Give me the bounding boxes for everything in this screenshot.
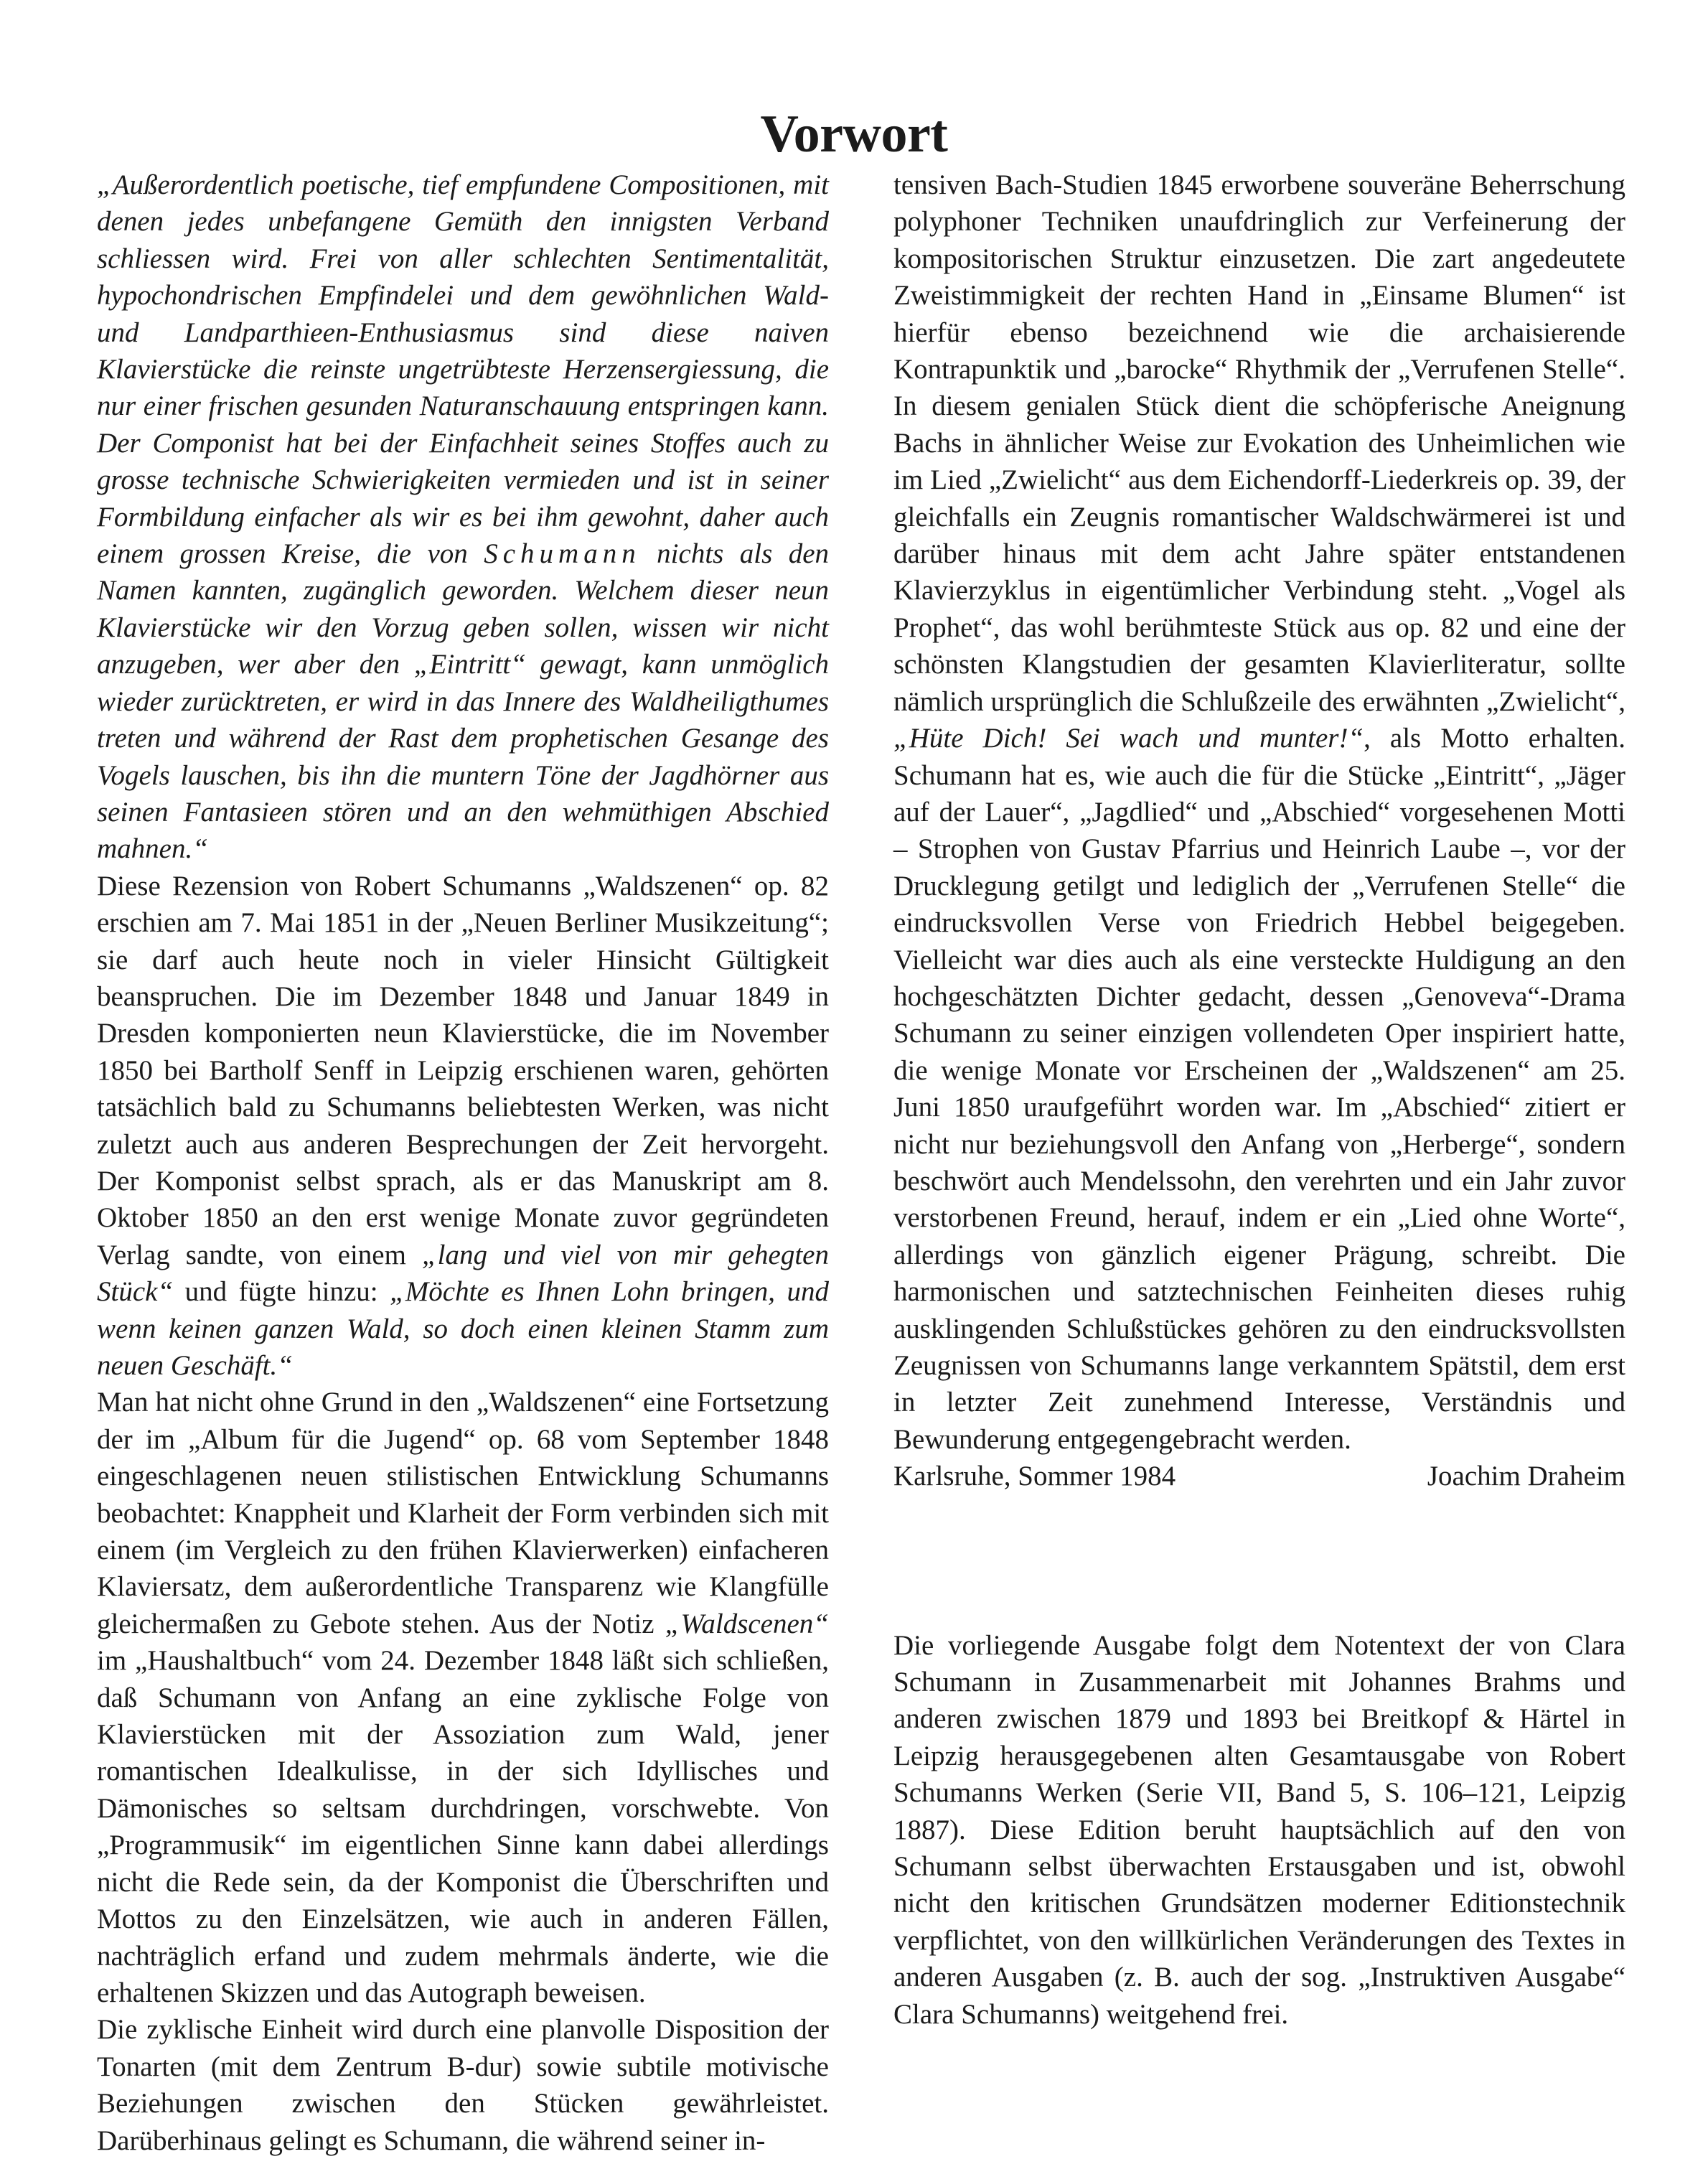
quote-part-2: nichts als den Namen kannten, zugänglich geworden. Welchem dieser neun Klavierstücke wir den Vorzug geben sollen, wissen wir nicht anzugeben, wer aber den „Eintritt“ gewagt, kann unmöglich wieder zurücktreten, er wird in das Innere des Waldheiligthumes treten und während der Rast dem prophetischen Gesange des Vogels lauschen, bis ihn die muntern Töne der Jagdhörner aus seinen Fantasieen stören und an den wehmüthigen Abschied mahnen.“ (97, 538, 830, 865)
r1-text-a: tensiven Bach-Studien 1845 erworbene souveräne Beherrschung polyphoner Techniken unaufdringlich zur Verfeinerung der kompositorischen Struktur einzusetzen. Die zart angedeutete Zweistimmigkeit der rechten Hand in „Einsame Blumen“ ist hierfür ebenso bezeichnend wie die archaisierende Kontrapunktik und „barocke“ Rhythmik der „Verrufenen Stelle“. In diesem genialen Stück dient die schöpferische Aneignung Bachs in ähnlicher Weise zur Evokation des Unheimlichen wie im Lied „Zwielicht“ aus dem Eichendorff-Liederkreis op. 39, der gleichfalls ein Zeugnis romantischer Waldschwärmerei ist und darüber hinaus mit dem acht Jahre später entstandenen Klavierzyklus in eigentümlicher Verbindung steht. „Vogel als Prophet“, das wohl berühmteste Stück aus op. 82 und eine der schönsten Klangstudien der gesamten Klavierliteratur, sollte nämlich ursprünglich die Schlußzeile des erwähnten „Zwielicht“, (893, 169, 1625, 717)
p1-citation-2: „Möchte es Ihnen Lohn bringen, und wenn keinen ganzen Wald, so doch einen kleinen Stamm zum neuen Geschäft.“ (97, 1276, 829, 1381)
place-date: Karlsruhe, Sommer 1984 (893, 1461, 1176, 1492)
signature-line (893, 1458, 1625, 1494)
paragraph-bach-studies (893, 167, 1625, 1458)
review-quote (97, 167, 829, 868)
p2-text-a: Man hat nicht ohne Grund in den „Waldszenen“ eine Fortsetzung der im „Album für die Jugend“ op. 68 vom September 1848 eingeschlagenen neuen stilistischen Entwicklung Schumanns beobachtet: Knappheit und Klarheit der Form verbinden sich mit einem (im Vergleich zu den frühen Klavierwerken) einfacheren Klaviersatz, dem außerordentliche Transparenz wie Klangfülle gleichermaßen zu Gebote stehen. Aus der Notiz (97, 1387, 829, 1639)
right-column (893, 167, 1625, 2033)
r1-motto: „Hüte Dich! Sei wach und munter!“ (893, 723, 1364, 754)
p1-text-a: Diese Rezension von Robert Schumanns „Waldszenen“ op. 82 erschien am 7. Mai 1851 in der „Neuen Berliner Musikzeitung“; sie darf auch heute noch in vieler Hinsicht Gültigkeit beanspruchen. Die im Dezember 1848 und Januar 1849 in Dresden komponierten neun Klavierstücke, die im November 1850 bei Bartholf Senff in Leipzig erschienen waren, gehörten tatsächlich bald zu Schumanns beliebtesten Werken, was nicht zuletzt auch aus anderen Besprechungen der Zeit hervorgeht. Der Komponist selbst sprach, als er das Manuskript am 8. Oktober 1850 an den erst wenige Monate zuvor gegründeten Verlag sandte, von einem (97, 870, 829, 1270)
r1-text-b: , als Motto erhalten. Schumann hat es, wie auch die für die Stücke „Eintritt“, „Jäger auf der Lauer“, „Jagdlied“ und „Abschied“ vorgesehenen Motti – Strophen von Gustav Pfarrius und Heinrich Laube –, vor der Drucklegung getilgt und lediglich der „Verrufenen Stelle“ die eindrucksvollen Verse von Friedrich Hebbel beigegeben. Vielleicht war dies auch als eine versteckte Huldigung an den hochgeschätzten Dichter gedacht, dessen „Genoveva“-Drama Schumann zu seiner einzigen vollendeten Oper inspiriert hatte, die wenige Monate vor Erscheinen der „Waldszenen“ am 25. Juni 1850 uraufgeführt worden war. Im „Abschied“ zitiert er nicht nur beziehungsvoll den Anfang von „Herberge“, sondern beschwört auch Mendelssohn, den verehrten und ein Jahr zuvor verstorbenen Freund, herauf, indem er ein „Lied ohne Worte“, allerdings von gänzlich eigener Prägung, schreibt. Die harmonischen und satztechnischen Feinheiten dieses ruhig ausklingenden Schlußstückes gehören zu den eindrucksvollsten Zeugnissen von Schumanns lange verkanntem Spätstil, dem erst in letzter Zeit zunehmend Interesse, Verständnis und Bewunderung entgegengebracht werden. (893, 723, 1625, 1455)
p2-text-b: im „Haushaltbuch“ vom 24. Dezember 1848 läßt sich schließen, daß Schumann von Anfang an eine zyklische Folge von Klavierstücken mit der Assoziation zum Wald, jener romantischen Idealkulisse, in der sich Idyllisches und Dämonisches so seltsam durchdringen, vorschwebte. Von „Programmusik“ im eigentlichen Sinne kann dabei allerdings nicht die Rede sein, da der Komponist die Überschriften und Mottos zu den Einzelsätzen, wie auch in anderen Fällen, nachträglich erfand und zudem mehrmals änderte, wie die erhaltenen Skizzen und das Autograph beweisen. (97, 1645, 829, 2008)
author-name: Joachim Draheim (1427, 1461, 1625, 1492)
p1-citation-1: „lang und viel von mir gehegten Stück“ (97, 1239, 829, 1308)
quote-part-1: „Außerordentlich poetische, tief empfundene Compositionen, mit denen jedes unbefangene Gemüth den innigsten Verband schliessen wird. Frei von aller schlechten Sentimentalität, hypochondrischen Empfindelei und dem gewöhnlichen Wald- und Landparthieen-Enthusiasmus sind diese naiven Klavierstücke die reinste ungetrübteste Herzensergiessung, die nur einer frischen gesunden Naturanschauung entspringen kann. Der Componist hat bei der Einfachheit seines Stoffes auch zu grosse technische Schwierigkeiten vermieden und ist in seiner Formbildung einfacher als wir es bei ihm gewohnt, daher auch einem grossen Kreise, die von (97, 169, 829, 570)
paragraph-stylistic-development (97, 1384, 829, 2011)
p2-citation: „Waldscenen“ (665, 1608, 829, 1639)
quote-composer-name: Schumann (484, 538, 641, 570)
page-title: Vorwort (760, 104, 948, 164)
paragraph-review-context (97, 868, 829, 1385)
left-column (97, 167, 829, 2159)
p1-text-b: und fügte hinzu: (184, 1276, 378, 1308)
editorial-note: Die vorliegende Ausgabe folgt dem Notentext der von Clara Schumann in Zusammenarbeit mit Johannes Brahms und anderen zwischen 1879 und 1893 bei Breitkopf & Härtel in Leipzig herausgegebenen alten Gesamtausgabe von Robert Schumanns Werken (Serie VII, Band 5, S. 106–121, Leipzig 1887). Diese Edition beruht hauptsächlich auf den von Schumann selbst überwachten Erstausgaben und ist, obwohl nicht den kritischen Grundsätzen moderner Editionstechnik verpflichtet, von den willkürlichen Veränderungen des Textes in anderen Ausgaben (z. B. auch der sog. „Instruktiven Ausgabe“ Clara Schumanns) weitgehend frei. (893, 1629, 1625, 2030)
paragraph-cyclic-unity: Die zyklische Einheit wird durch eine planvolle Disposition der Tonarten (mit dem Zentrum B-dur) sowie subtile motivische Beziehungen zwischen den Stücken gewährleistet. Darüberhinaus gelingt es Schumann, die während seiner in- (97, 2014, 829, 2156)
